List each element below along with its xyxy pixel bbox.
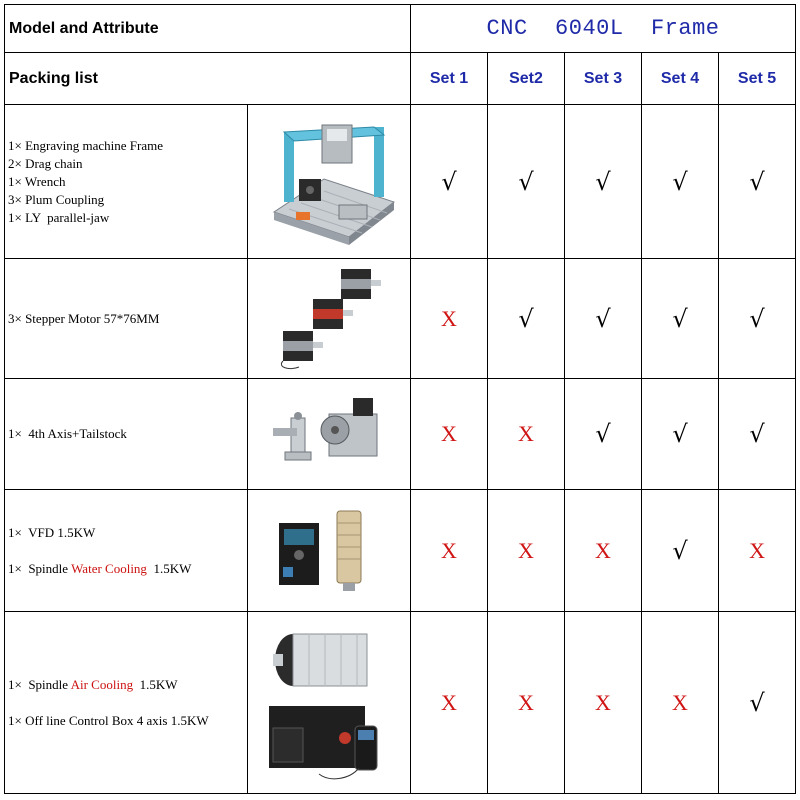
item-line xyxy=(8,712,247,730)
line-spacer xyxy=(8,542,247,560)
item-list xyxy=(5,259,248,379)
check-icon: √ xyxy=(595,304,611,333)
set-4-header: Set 4 xyxy=(642,53,719,105)
set-1-mark xyxy=(411,612,488,794)
item-text: 2× Drag chain xyxy=(8,155,83,171)
item-line xyxy=(8,191,247,209)
set-5-mark xyxy=(719,259,796,379)
item-line xyxy=(8,209,247,227)
item-text: 1× Spindle xyxy=(8,676,71,692)
set-3-mark xyxy=(565,259,642,379)
vfd-and-water-spindle-image xyxy=(248,490,411,612)
cross-icon: X xyxy=(441,305,457,331)
item-line xyxy=(8,310,247,328)
item-line xyxy=(8,425,247,443)
set-2-mark xyxy=(488,612,565,794)
cross-icon: X xyxy=(595,537,611,563)
set-2-mark xyxy=(488,259,565,379)
cross-icon: X xyxy=(441,537,457,563)
item-line xyxy=(8,676,247,694)
set-2-mark xyxy=(488,490,565,612)
air-spindle-and-control-box-image xyxy=(248,612,411,794)
set-1-mark xyxy=(411,379,488,490)
set-3-mark xyxy=(565,379,642,490)
item-line xyxy=(8,173,247,191)
item-text: 3× Stepper Motor 57*76MM xyxy=(8,310,160,326)
set-4-mark xyxy=(642,612,719,794)
set-4-mark xyxy=(642,379,719,490)
table-row xyxy=(5,490,796,612)
set-1-mark xyxy=(411,259,488,379)
item-text: 1.5KW xyxy=(133,676,178,692)
table-row xyxy=(5,259,796,379)
table-row xyxy=(5,379,796,490)
set-5-mark xyxy=(719,105,796,259)
check-icon: √ xyxy=(749,688,765,717)
cross-icon: X xyxy=(518,537,534,563)
set-5-mark xyxy=(719,612,796,794)
set-1-header: Set 1 xyxy=(411,53,488,105)
cross-icon: X xyxy=(518,689,534,715)
item-text: 1× 4th Axis+Tailstock xyxy=(8,426,127,441)
item-list xyxy=(5,105,248,259)
item-text: 1× VFD 1.5KW xyxy=(8,524,96,540)
set-5-header: Set 5 xyxy=(719,53,796,105)
check-icon: √ xyxy=(672,167,688,196)
set-5-mark xyxy=(719,490,796,612)
set-2-mark xyxy=(488,105,565,259)
cross-icon: X xyxy=(518,421,534,446)
table-row xyxy=(5,105,796,259)
check-icon: √ xyxy=(518,167,534,196)
set-1-mark xyxy=(411,105,488,259)
item-list xyxy=(5,612,248,794)
cross-icon: X xyxy=(749,537,765,563)
item-text: 1× LY parallel-jaw xyxy=(8,209,110,225)
item-list xyxy=(5,379,248,490)
set-2-mark xyxy=(488,379,565,490)
item-text: 1× Spindle xyxy=(8,560,72,576)
fourth-axis-tailstock-image xyxy=(248,379,411,490)
page-title: CNC 6040L Frame xyxy=(411,5,796,53)
set-5-mark xyxy=(719,379,796,490)
stepper-motors-image xyxy=(248,259,411,379)
cross-icon: X xyxy=(672,689,688,715)
highlighted-item-text: Air Cooling xyxy=(70,676,134,692)
check-icon: √ xyxy=(749,420,765,448)
check-icon: √ xyxy=(595,167,611,196)
item-text: 1× Engraving machine Frame xyxy=(8,137,163,153)
item-line xyxy=(8,560,247,578)
item-line xyxy=(8,137,247,155)
line-spacer xyxy=(8,694,247,712)
item-line xyxy=(8,155,247,173)
check-icon: √ xyxy=(518,304,534,333)
check-icon: √ xyxy=(672,304,688,333)
model-attribute-label: Model and Attribute xyxy=(5,5,411,53)
item-list xyxy=(5,490,248,612)
highlighted-item-text: Water Cooling xyxy=(71,560,147,576)
item-line xyxy=(8,524,247,542)
packing-list-table xyxy=(4,4,796,794)
check-icon: √ xyxy=(749,304,765,333)
check-icon: √ xyxy=(441,167,457,196)
cross-icon: X xyxy=(595,689,611,715)
check-icon: √ xyxy=(672,420,688,448)
set-3-mark xyxy=(565,105,642,259)
set-1-mark xyxy=(411,490,488,612)
item-text: 3× Plum Coupling xyxy=(8,191,105,207)
table-row xyxy=(5,612,796,794)
engraving-frame-image xyxy=(248,105,411,259)
cross-icon: X xyxy=(441,689,457,715)
packing-list-label: Packing list xyxy=(5,53,411,105)
set-3-header: Set 3 xyxy=(565,53,642,105)
item-text: 1× Off line Control Box 4 axis 1.5KW xyxy=(8,712,209,728)
set-3-mark xyxy=(565,490,642,612)
set-3-mark xyxy=(565,612,642,794)
set-4-mark xyxy=(642,259,719,379)
item-text: 1.5KW xyxy=(146,560,192,576)
check-icon: √ xyxy=(749,167,765,196)
check-icon: √ xyxy=(672,536,688,565)
set-4-mark xyxy=(642,490,719,612)
check-icon: √ xyxy=(595,420,611,448)
item-text: 1× Wrench xyxy=(8,173,66,189)
set-4-mark xyxy=(642,105,719,259)
cross-icon: X xyxy=(441,421,457,446)
set-2-header: Set2 xyxy=(488,53,565,105)
